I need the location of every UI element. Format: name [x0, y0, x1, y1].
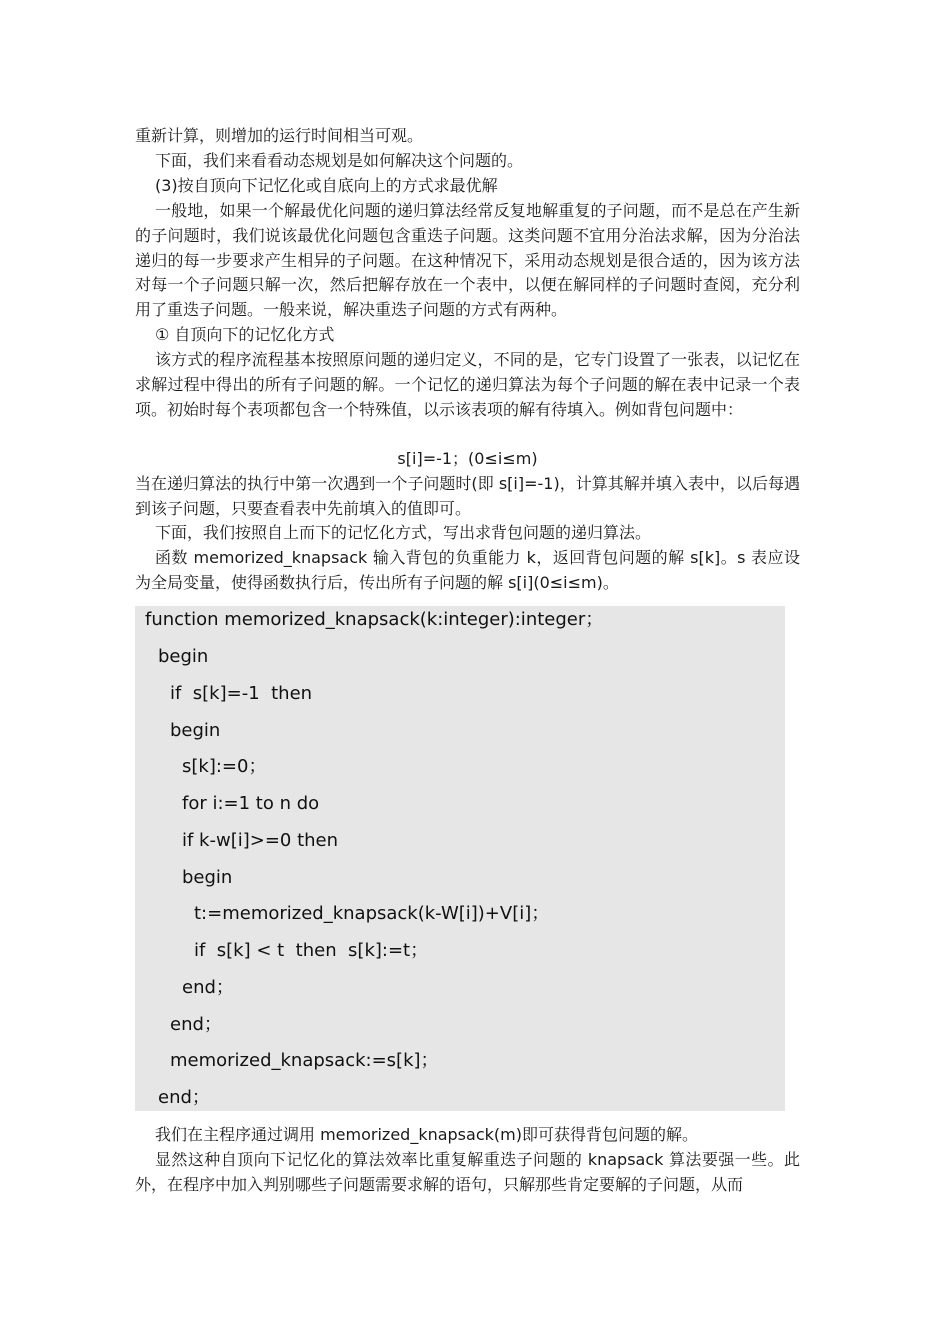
code-line: begin: [170, 720, 221, 741]
code-line: for i:=1 to n do: [182, 793, 320, 814]
subsection-heading: ① 自顶向下的记忆化方式: [155, 325, 335, 344]
code-line: end；: [170, 1014, 222, 1035]
formula-line: s[i]=-1；(0≤i≤m): [397, 449, 538, 468]
paragraph-first-encounter: 当在递归算法的执行中第一次遇到一个子问题时(即 s[i]=-1)，计算其解并填入表中，以后每遇到该子问题，只要查看表中先前填入的值即可。: [135, 474, 800, 518]
code-line: if s[k]=-1 then: [170, 683, 313, 704]
code-line: begin: [182, 867, 233, 888]
paragraph-main-call: 我们在主程序通过调用 memorized_knapsack(m)即可获得背包问题的解。: [155, 1125, 698, 1144]
code-line: function memorized_knapsack(k:integer):integer；: [145, 609, 604, 630]
code-line: if k-w[i]>=0 then: [182, 830, 339, 851]
code-line: if s[k] < t then s[k]:=t；: [194, 940, 429, 961]
paragraph-overlapping-subproblems: 一般地，如果一个解最优化问题的递归算法经常反复地解重复的子问题，而不是总在产生新的子问题时，我们说该最优化问题包含重迭子问题。这类问题不宜用分治法求解，因为分治法递归的每一步要求产生相异的子问题。在这种情况下，采用动态规划是很合适的，因为该方法对每一个子问题只解一次，然后把解存放在一个表中，以便在解同样的子问题时查阅，充分利用了重迭子问题。一般来说，解决重迭子问题的方式有两种。: [135, 201, 800, 320]
paragraph-function-desc: 函数 memorized_knapsack 输入背包的负重能力 k，返回背包问题的解 s[k]。s 表应设为全局变量，使得函数执行后，传出所有子问题的解 s[i](0≤i≤m)。: [135, 548, 800, 592]
code-line: end；: [182, 977, 234, 998]
code-line: s[k]:=0；: [182, 756, 267, 777]
paragraph-memoization: 该方式的程序流程基本按照原问题的递归定义，不同的是，它专门设置了一张表，以记忆在求解过程中得出的所有子问题的解。一个记忆的递归算法为每个子问题的解在表中记录一个表项。初始时每个表项都包含一个特殊值，以示该表项的解有待填入。例如背包问题中：: [135, 350, 800, 419]
code-line: end；: [158, 1087, 210, 1108]
paragraph-efficiency: 显然这种自顶向下记忆化的算法效率比重复解重迭子问题的 knapsack 算法要强一些。此外，在程序中加入判别哪些子问题需要求解的语句，只解那些肯定要解的子问题，从而: [135, 1150, 800, 1194]
paragraph-write-algorithm: 下面，我们按照自上而下的记忆化方式，写出求背包问题的递归算法。: [155, 523, 652, 542]
code-line: memorized_knapsack:=s[k]；: [170, 1050, 439, 1071]
section-heading: (3)按自顶向下记忆化或自底向上的方式求最优解: [155, 176, 498, 195]
paragraph-2: 下面，我们来看看动态规划是如何解决这个问题的。: [155, 151, 524, 170]
code-line: begin: [158, 646, 209, 667]
code-line: t:=memorized_knapsack(k-W[i])+V[i]；: [194, 903, 550, 924]
code-block: [135, 606, 785, 1111]
paragraph-1: 重新计算，则增加的运行时间相当可观。: [135, 126, 424, 145]
